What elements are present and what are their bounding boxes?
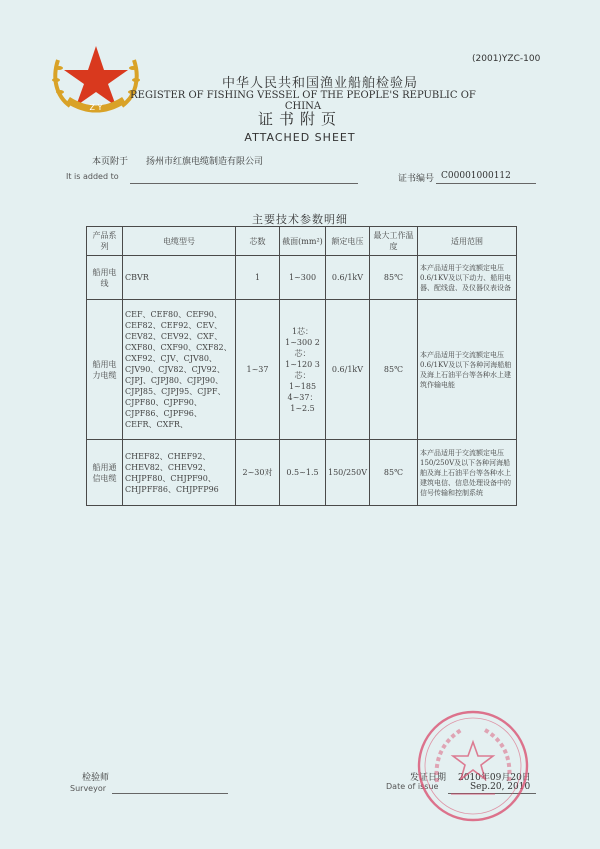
cell-scope: 本产品适用于交流额定电压0.6/1KV及以下各种河海船舶及海上石油平台等各种水上建筑作输电能 [418, 300, 517, 440]
logo-text: Z Y [89, 103, 103, 112]
col-header-category: 产品系列 [87, 227, 123, 256]
cell-temperature: 85℃ [370, 256, 418, 300]
cell-category: 船用电力电缆 [87, 300, 123, 440]
col-header-cross-section: 截面(mm²) [280, 227, 326, 256]
col-header-rated-voltage: 额定电压 [326, 227, 370, 256]
col-header-cores: 芯数 [236, 227, 280, 256]
cell-scope: 本产品适用于交流额定电压150/250V及以下各种河海船舶及海上石油平台等各种水上建筑电信、信息处理设备中的信号传输和控制系统 [418, 440, 517, 506]
issue-date-label-cn: 发证日期 [410, 773, 447, 783]
cell-cross-section: 0.5~1.5 [280, 440, 326, 506]
cell-temperature: 85℃ [370, 300, 418, 440]
issue-date-value-cn: 2010年09月20日 [458, 773, 531, 783]
cell-cores: 2~30对 [236, 440, 280, 506]
attached-to-underline [130, 183, 358, 184]
sheet-title-cn: 证书附页 [257, 110, 342, 128]
cell-voltage: 150/250V [326, 440, 370, 506]
issue-date-value-en: Sep.20, 2010 [470, 782, 531, 792]
cell-temperature: 85℃ [370, 440, 418, 506]
cert-no-value: C00001000112 [441, 171, 511, 181]
cell-category: 船用通信电缆 [87, 440, 123, 506]
table-header-row [87, 227, 517, 256]
cell-cores: 1~37 [236, 300, 280, 440]
col-header-scope: 适用范围 [418, 227, 517, 256]
surveyor-label-cn: 检验师 [82, 773, 110, 783]
cell-models: CHEF82、CHEF92、CHEV82、CHEV92、CHJPF80、CHJPF90、CHJPFF86、CHJPFP96 [123, 440, 236, 506]
table-title: 主要技术参数明细 [252, 213, 348, 226]
technical-parameters-table [86, 226, 517, 506]
table-row [87, 300, 517, 440]
surveyor-label-en: Surveyor [70, 784, 107, 793]
cell-scope: 本产品适用于交流额定电压0.6/1KV及以下动力、船用电器、配线盘、及仪器仪表设备 [418, 256, 517, 300]
cert-no-label: 证书编号 [398, 174, 435, 184]
attached-to-value: 扬州市红旗电缆制造有限公司 [146, 157, 264, 167]
table-row [87, 440, 517, 506]
table-row [87, 256, 517, 300]
attached-to-label-cn: 本页附于 [92, 157, 129, 167]
authority-title-cn: 中华人民共和国渔业船舶检验局 [221, 76, 418, 91]
col-header-max-temp: 最大工作温度 [370, 227, 418, 256]
cell-cross-section: 1~300 [280, 256, 326, 300]
col-header-cable-model: 电缆型号 [123, 227, 236, 256]
cell-models: CBVR [123, 256, 236, 300]
sheet-title-en: ATTACHED SHEET [244, 131, 356, 144]
cell-cores: 1 [236, 256, 280, 300]
issue-date-label-en: Date of issue [386, 782, 439, 791]
attached-to-label-en: It is added to [66, 172, 119, 181]
cert-no-underline [436, 183, 536, 184]
official-seal-stamp [415, 708, 531, 824]
surveyor-underline [112, 793, 228, 794]
authority-title-en: REGISTER OF FISHING VESSEL OF THE PEOPLE'S REPUBLIC OF CHINA [130, 90, 476, 112]
cell-models: CEF、CEF80、CEF90、CEF82、CEF92、CEV、CEV82、CEV92、CXF、CXF80、CXF90、CXF82、CXF92、CJV、CJV80、CJV90、CJV82、CJV92、CJPJ、CJPJ80、CJPJ90、CJPJ85、CJPJ95、CJPF、CJPF80、CJPF90、CJPF86、CJPF96、CEFR、CXFR、 [123, 300, 236, 440]
cell-category: 船用电线 [87, 256, 123, 300]
cell-cross-section: 1芯：1~300 2芯：1~120 3芯：1~185 4~37：1~2.5 [280, 300, 326, 440]
cell-voltage: 0.6/1kV [326, 256, 370, 300]
cell-voltage: 0.6/1kV [326, 300, 370, 440]
form-code: (2001)YZC-100 [472, 54, 541, 64]
